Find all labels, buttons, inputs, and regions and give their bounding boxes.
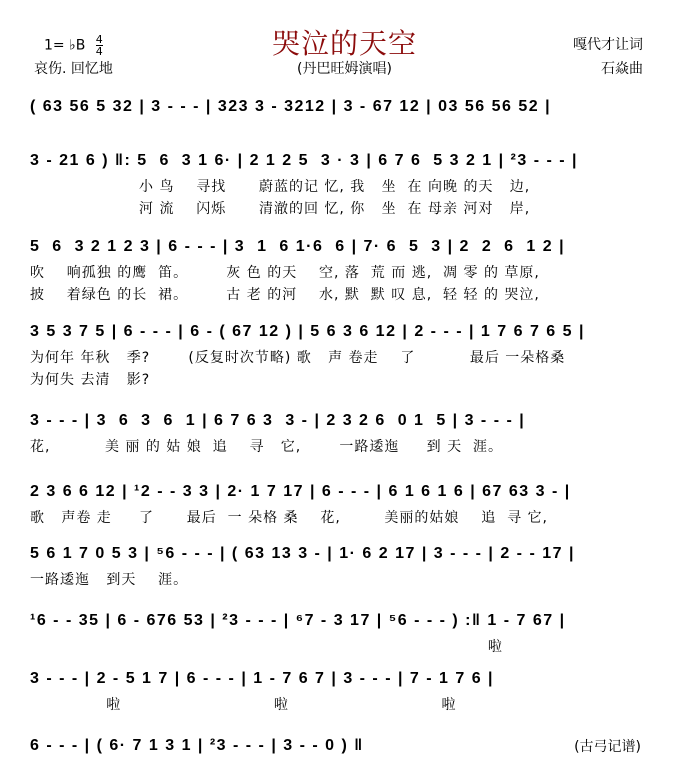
lyric-line: 花, 美 丽 的 姑 娘 追 寻 它, 一路逶迤 到 天 涯。 bbox=[30, 439, 504, 455]
notation-line: 3 - - - | 3 6 3 6 1 | 6 7 6 3 3 - | 2 3 2 6 0 1 5 | 3 - - - | bbox=[30, 412, 526, 429]
singer-credit: (丹巴旺姆演唱) bbox=[297, 61, 392, 77]
transcriber-note: (古弓记谱) bbox=[574, 739, 641, 755]
lyric-line: 披 着绿色 的长 裙。 古 老 的河 水, 默 默 叹 息, 轻 轻 的 哭泣, bbox=[30, 287, 540, 303]
lyric-line: 啦 bbox=[30, 639, 503, 655]
notation-line: 5 6 1 7 0 5 3 | ⁵6 - - - | ( 63 13 3 - | 1· 6 2 17 | 3 - - - | 2 - - 17 | bbox=[30, 545, 575, 562]
lyric-line: 河 流 闪烁 清澈的回 忆, 你 坐 在 母亲 河对 岸, bbox=[30, 201, 531, 217]
notation-line: 3 5 3 7 5 | 6 - - - | 6 - ( 67 12 ) | 5 6 3 6 12 | 2 - - - | 1 7 6 7 6 5 | bbox=[30, 323, 585, 340]
time-numerator: 4 bbox=[95, 33, 103, 46]
lyric-line: 为何年 年秋 季? (反复时次节略) 歌 声 卷走 了 最后 一朵格桑 bbox=[30, 350, 566, 366]
lyric-line: 一路逶迤 到天 涯。 bbox=[30, 572, 189, 588]
time-denominator: 4 bbox=[95, 45, 103, 58]
notation-line: 3 - 21 6 ) ‖: 5 6 3 1 6· | 2 1 2 5 3 · 3 | 6 7 6 5 3 2 1 | ²3 - - - | bbox=[30, 152, 579, 169]
key-signature bbox=[44, 34, 103, 57]
notation-line: 6 - - - | ( 6· 7 1 3 1 | ²3 - - - | 3 - - 0 ) ‖ bbox=[30, 737, 364, 754]
lyric-line: 歌 声卷 走 了 最后 一 朵格 桑 花, 美丽的姑娘 追 寻 它, bbox=[30, 510, 549, 526]
tempo-mood: 哀伤. 回忆地 bbox=[34, 61, 113, 77]
notation-line: ¹6 - - 35 | 6 - 676 53 | ²3 - - - | ⁶7 - 3 17 | ⁵6 - - - ) :‖ 1 - 7 67 | bbox=[30, 612, 566, 629]
song-title: 哭泣的天空 bbox=[271, 27, 417, 60]
notation-line: 2 3 6 6 12 | ¹2 - - 3 3 | 2· 1 7 17 | 6 - - - | 6 1 6 1 6 | 67 63 3 - | bbox=[30, 483, 571, 500]
lyricist-credit: 嘎代才让词 bbox=[573, 37, 643, 53]
notation-line: 5 6 3 2 1 2 3 | 6 - - - | 3 1 6 1·6 6 | 7· 6 5 3 | 2 2 6 1 2 | bbox=[30, 238, 566, 255]
notation-line: 3 - - - | 2 - 5 1 7 | 6 - - - | 1 - 7 6 7 | 3 - - - | 7 - 1 7 6 | bbox=[30, 670, 495, 687]
lyric-line: 吹 响孤独 的鹰 笛。 灰 色 的天 空, 落 荒 而 逃, 凋 零 的 草原, bbox=[30, 265, 540, 281]
key-label: 1= ♭B bbox=[44, 37, 86, 54]
notation-line: ( 63 56 5 32 | 3 - - - | 323 3 - 3212 | 3 - 67 12 | 03 56 56 52 | bbox=[30, 98, 552, 115]
lyric-line: 啦 啦 啦 bbox=[30, 697, 457, 713]
lyric-line: 为何失 去清 影? bbox=[30, 372, 151, 388]
composer-credit: 石焱曲 bbox=[601, 61, 643, 77]
time-signature bbox=[96, 34, 103, 57]
lyric-line: 小 鸟 寻找 蔚蓝的记 忆, 我 坐 在 向晚 的天 边, bbox=[30, 179, 531, 195]
